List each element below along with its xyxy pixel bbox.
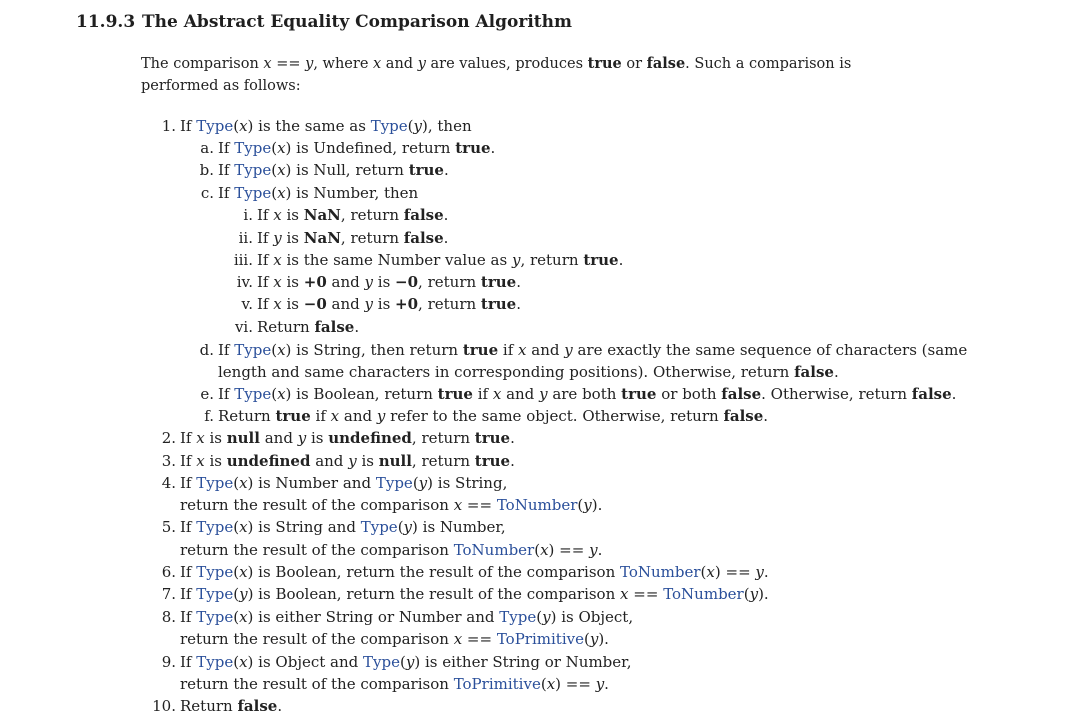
text-run: is [281, 295, 304, 313]
keyword: true [587, 55, 622, 72]
text-run: ) is Null, return [285, 161, 409, 179]
text-run: ) is String, [427, 474, 508, 492]
variable: x [453, 496, 463, 514]
spec-operation-link[interactable]: Type [234, 385, 272, 403]
text-run: are values, produces [425, 56, 588, 72]
text-run: . [490, 139, 496, 157]
text-run: If [180, 653, 197, 671]
text-run: ( [233, 518, 240, 536]
variable: y [755, 563, 764, 581]
text-run: ( [271, 139, 278, 157]
text-run: . [510, 429, 515, 447]
spec-operation-link[interactable]: Type [196, 585, 234, 603]
step-label: iii. [233, 251, 253, 269]
text-run: ) is Object and [247, 653, 364, 671]
variable: y [297, 429, 307, 447]
text-run: ( [397, 518, 404, 536]
text-run: return the result of the comparison [180, 630, 454, 648]
section-heading [76, 12, 572, 32]
text-run: and [526, 341, 565, 359]
text-run: and [326, 295, 365, 313]
keyword: false [314, 318, 355, 336]
text-run: . [763, 563, 769, 581]
variable: x [273, 251, 282, 269]
text-run: . [604, 675, 609, 693]
keyword: false [403, 229, 444, 247]
text-run: and [326, 273, 365, 291]
text-run: ( [271, 385, 278, 403]
text-run: , return [411, 429, 475, 447]
keyword: +0 [303, 273, 327, 291]
text-run: . [277, 697, 283, 715]
algorithm-step [161, 652, 632, 672]
variable: y [595, 675, 605, 693]
variable: x [239, 653, 248, 671]
variable: y [403, 518, 413, 536]
variable: x [196, 429, 205, 447]
algorithm-step [218, 362, 839, 382]
variable: y [589, 541, 598, 559]
algorithm-step [199, 160, 449, 180]
variable: x [540, 541, 549, 559]
step-label: v. [241, 295, 253, 313]
text-run: and [381, 56, 418, 72]
text-run: ( [233, 474, 240, 492]
step-label: i. [243, 206, 253, 224]
algorithm-step [200, 384, 957, 404]
step-label: ii. [238, 229, 253, 247]
keyword: NaN [303, 206, 341, 224]
variable: y [417, 56, 426, 72]
keyword: null [226, 429, 260, 447]
variable: x [518, 341, 527, 359]
text-run: is [204, 452, 227, 470]
spec-operation-link[interactable]: Type [360, 518, 398, 536]
keyword: false [721, 385, 762, 403]
variable: y [405, 653, 415, 671]
text-run: are exactly the same sequence of characters (same [572, 341, 968, 359]
text-run: If [218, 139, 235, 157]
algorithm-step [200, 138, 496, 158]
variable: x [277, 385, 286, 403]
algorithm-step [161, 473, 508, 493]
text-run: and [501, 385, 540, 403]
keyword: true [408, 161, 444, 179]
text-run: are both [547, 385, 622, 403]
text-run: . [443, 229, 449, 247]
text-run: ( [233, 585, 240, 603]
spec-operation-link[interactable]: Type [375, 474, 413, 492]
text-run: , return [418, 273, 481, 291]
text-run: If [218, 161, 235, 179]
text-run: . [443, 161, 449, 179]
text-run: ) is Boolean, return the result of the comparison [247, 585, 621, 603]
text-run: ( [271, 341, 278, 359]
algorithm-step [233, 250, 624, 270]
keyword: true [474, 452, 511, 470]
keyword: true [462, 341, 499, 359]
text-run: ) is Number, [412, 518, 506, 536]
text-run: ) == [548, 541, 590, 559]
spec-operation-link[interactable]: ToNumber [453, 541, 535, 559]
text-run: is [281, 206, 304, 224]
spec-operation-link[interactable]: Type [234, 184, 272, 202]
text-run: , return [411, 452, 475, 470]
step-label: 4. [161, 474, 176, 492]
variable: y [542, 608, 551, 626]
algorithm-step [161, 428, 515, 448]
step-label: 2. [161, 429, 176, 447]
step-label: a. [200, 139, 214, 157]
spec-operation-link[interactable]: Type [234, 161, 272, 179]
keyword: false [794, 363, 834, 381]
spec-operation-link[interactable]: ToPrimitive [453, 675, 541, 693]
step-label: 1. [161, 117, 176, 135]
text-run: and [339, 407, 377, 425]
text-run: refer to the same object. Otherwise, return [385, 407, 724, 425]
algorithm-step [152, 696, 283, 716]
algorithm-step [204, 406, 769, 426]
variable: y [305, 56, 314, 72]
step-label: 5. [161, 518, 176, 536]
algorithm-step [180, 629, 609, 649]
algorithm-step [234, 317, 360, 337]
text-run: return the result of the comparison [180, 541, 454, 559]
spec-operation-link[interactable]: Type [196, 518, 234, 536]
text-run: If [180, 429, 197, 447]
text-run: If [180, 585, 197, 603]
variable: y [364, 273, 373, 291]
text-run: ( [233, 608, 240, 626]
step-label: 6. [161, 563, 176, 581]
text-run: , return [340, 206, 404, 224]
text-run: == [271, 56, 306, 72]
keyword: false [646, 55, 686, 72]
text-run: If [257, 273, 274, 291]
text-run: ) is Number and [247, 474, 376, 492]
variable: x [277, 341, 286, 359]
text-run: Return [218, 407, 276, 425]
text-run: is [306, 429, 329, 447]
text-run: is [204, 429, 227, 447]
text-run: ). [598, 630, 609, 648]
variable: y [583, 496, 592, 514]
text-run: If [257, 295, 274, 313]
text-run: If [180, 117, 197, 135]
variable: x [239, 518, 248, 536]
text-run: . [833, 363, 839, 381]
text-run: , return [418, 295, 481, 313]
variable: y [273, 229, 282, 247]
variable: x [273, 295, 282, 313]
text-run: ( [233, 563, 240, 581]
text-run: == [462, 496, 497, 514]
algorithm-step [180, 540, 602, 560]
algorithm-step [161, 116, 472, 136]
spec-operation-link[interactable]: ToNumber [620, 563, 701, 581]
keyword: true [275, 407, 311, 425]
variable: x [239, 117, 248, 135]
variable: x [273, 273, 282, 291]
spec-operation-link[interactable]: Type [370, 117, 408, 135]
text-run: or both [656, 385, 722, 403]
variable: x [263, 56, 272, 72]
step-label: e. [200, 385, 214, 403]
algorithm-step [161, 584, 769, 604]
text-run: ) is String and [247, 518, 361, 536]
text-run: . [516, 273, 521, 291]
keyword: false [723, 407, 764, 425]
text-run: ), then [422, 117, 472, 135]
text-run: ) == [714, 563, 756, 581]
algorithm-step [180, 674, 609, 694]
text-run: . [443, 206, 449, 224]
keyword: true [480, 295, 517, 313]
keyword: undefined [328, 429, 412, 447]
text-run: . [510, 452, 515, 470]
variable: y [749, 585, 759, 603]
spec-operation-link[interactable]: Type [499, 608, 537, 626]
variable: x [277, 161, 286, 179]
step-label: c. [200, 184, 214, 202]
step-label: f. [204, 407, 214, 425]
text-run: return the result of the comparison [180, 496, 454, 514]
text-run: . Such a comparison is performed as follows: [141, 56, 852, 94]
step-label: 10. [152, 697, 176, 715]
algorithm-step [180, 495, 602, 515]
text-run: ) is either String or Number and [247, 608, 500, 626]
spec-operation-link[interactable]: Type [196, 608, 234, 626]
text-run: . [618, 251, 624, 269]
text-run: is [281, 229, 304, 247]
variable: x [277, 184, 286, 202]
text-run: If [257, 251, 274, 269]
spec-operation-link[interactable]: Type [196, 117, 234, 135]
algorithm-step [161, 607, 634, 627]
algorithm-step [161, 451, 515, 471]
keyword: true [621, 385, 657, 403]
text-run: . [354, 318, 360, 336]
text-run: ( [271, 184, 278, 202]
text-run: Return [180, 697, 238, 715]
variable: y [239, 585, 248, 603]
text-run: ( [743, 585, 750, 603]
section-title: The Abstract Equality Comparison Algorithm [142, 12, 572, 32]
text-run: The comparison [141, 56, 264, 72]
text-run: If [180, 563, 197, 581]
algorithm-step [200, 183, 419, 203]
algorithm-step [161, 562, 769, 582]
text-run: ) == [555, 675, 596, 693]
text-run: , return [340, 229, 404, 247]
spec-operation-link[interactable]: ToNumber [663, 585, 744, 603]
text-run: is [373, 273, 396, 291]
text-run: return the result of the comparison [180, 675, 454, 693]
text-run: ) is String, then return [285, 341, 463, 359]
step-label: 8. [161, 608, 176, 626]
text-run: If [257, 206, 274, 224]
text-run: , where [313, 56, 374, 72]
step-label: b. [199, 161, 214, 179]
text-run: If [180, 518, 197, 536]
text-run: ) is Boolean, return the result of the comparison [247, 563, 621, 581]
keyword: −0 [395, 273, 419, 291]
text-run: If [257, 229, 274, 247]
text-run: is the same Number value as [281, 251, 512, 269]
spec-operation-link[interactable]: Type [196, 653, 234, 671]
text-run: . [597, 541, 603, 559]
variable: y [364, 295, 373, 313]
text-run: If [180, 608, 197, 626]
text-run: ) is Object, [550, 608, 634, 626]
variable: x [706, 563, 715, 581]
algorithm-step [199, 340, 968, 360]
text-run: If [218, 184, 235, 202]
text-run: ( [534, 541, 541, 559]
text-run: ( [536, 608, 543, 626]
text-run: ) is either String or Number, [414, 653, 632, 671]
text-run: if [310, 407, 331, 425]
variable: x [330, 407, 340, 425]
keyword: false [237, 697, 278, 715]
variable: x [277, 139, 286, 157]
variable: x [239, 563, 248, 581]
text-run: ( [233, 653, 240, 671]
text-run: ( [412, 474, 419, 492]
algorithm-step [243, 205, 449, 225]
variable: x [546, 675, 556, 693]
text-run: and [310, 452, 349, 470]
spec-operation-link[interactable]: Type [234, 139, 272, 157]
variable: y [413, 117, 422, 135]
spec-operation-link[interactable]: Type [234, 341, 272, 359]
text-run: . [763, 407, 769, 425]
variable: y [564, 341, 573, 359]
spec-operation-link[interactable]: Type [196, 563, 234, 581]
step-label: 7. [161, 585, 176, 603]
keyword: undefined [226, 452, 311, 470]
text-run: If [180, 474, 197, 492]
text-run: ( [540, 675, 547, 693]
step-label: 3. [161, 452, 176, 470]
text-run: If [218, 341, 235, 359]
step-label: iv. [236, 273, 253, 291]
text-run: ) is the same as [247, 117, 371, 135]
text-run: is [356, 452, 379, 470]
intro-paragraph [141, 53, 931, 97]
keyword: null [378, 452, 412, 470]
text-run: == [628, 585, 664, 603]
text-run: Return [257, 318, 315, 336]
text-run: . Otherwise, return [761, 385, 912, 403]
keyword: true [455, 139, 491, 157]
variable: x [239, 474, 248, 492]
variable: x [273, 206, 282, 224]
text-run: ) is Undefined, return [285, 139, 456, 157]
variable: x [239, 608, 248, 626]
text-run: length and same characters in corresponding positions). Otherwise, return [218, 363, 795, 381]
algorithm-step [241, 294, 521, 314]
section-number: 11.9.3 [76, 12, 136, 32]
text-run: ) is Boolean, return [285, 385, 438, 403]
step-label: 9. [161, 653, 176, 671]
text-run: is [281, 273, 304, 291]
text-run: and [259, 429, 298, 447]
keyword: true [474, 429, 511, 447]
text-run: ). [591, 496, 603, 514]
text-run: If [218, 385, 235, 403]
keyword: NaN [303, 229, 341, 247]
text-run: ( [700, 563, 707, 581]
step-label: vi. [234, 318, 253, 336]
spec-operation-link[interactable]: ToNumber [496, 496, 578, 514]
algorithm-step [236, 272, 521, 292]
text-run: . [516, 295, 521, 313]
keyword: +0 [395, 295, 419, 313]
variable: x [492, 385, 502, 403]
keyword: true [437, 385, 473, 403]
text-run: or [621, 56, 647, 72]
text-run: , return [520, 251, 584, 269]
text-run: if [498, 341, 519, 359]
spec-operation-link[interactable]: Type [196, 474, 234, 492]
step-label: d. [199, 341, 214, 359]
variable: x [196, 452, 205, 470]
text-run: ( [583, 630, 590, 648]
text-run: ( [577, 496, 584, 514]
variable: y [589, 630, 599, 648]
text-run: is [373, 295, 396, 313]
text-run: ( [407, 117, 414, 135]
text-run: . [951, 385, 957, 403]
text-run: ) is Number, then [285, 184, 419, 202]
variable: y [511, 251, 521, 269]
keyword: true [480, 273, 517, 291]
text-run: ( [271, 161, 278, 179]
variable: y [348, 452, 357, 470]
keyword: false [911, 385, 952, 403]
algorithm-step [238, 228, 449, 248]
variable: x [453, 630, 463, 648]
variable: x [620, 585, 629, 603]
algorithm-step [161, 517, 506, 537]
text-run: If [180, 452, 197, 470]
text-run: ( [233, 117, 240, 135]
text-run: if [472, 385, 493, 403]
spec-operation-link[interactable]: Type [363, 653, 400, 671]
spec-operation-link[interactable]: ToPrimitive [496, 630, 584, 648]
variable: y [418, 474, 428, 492]
keyword: −0 [303, 295, 327, 313]
text-run: == [462, 630, 497, 648]
text-run: ( [400, 653, 406, 671]
keyword: true [583, 251, 619, 269]
text-run: ). [758, 585, 769, 603]
variable: y [539, 385, 548, 403]
keyword: false [403, 206, 444, 224]
variable: y [376, 407, 386, 425]
variable: x [373, 56, 382, 72]
